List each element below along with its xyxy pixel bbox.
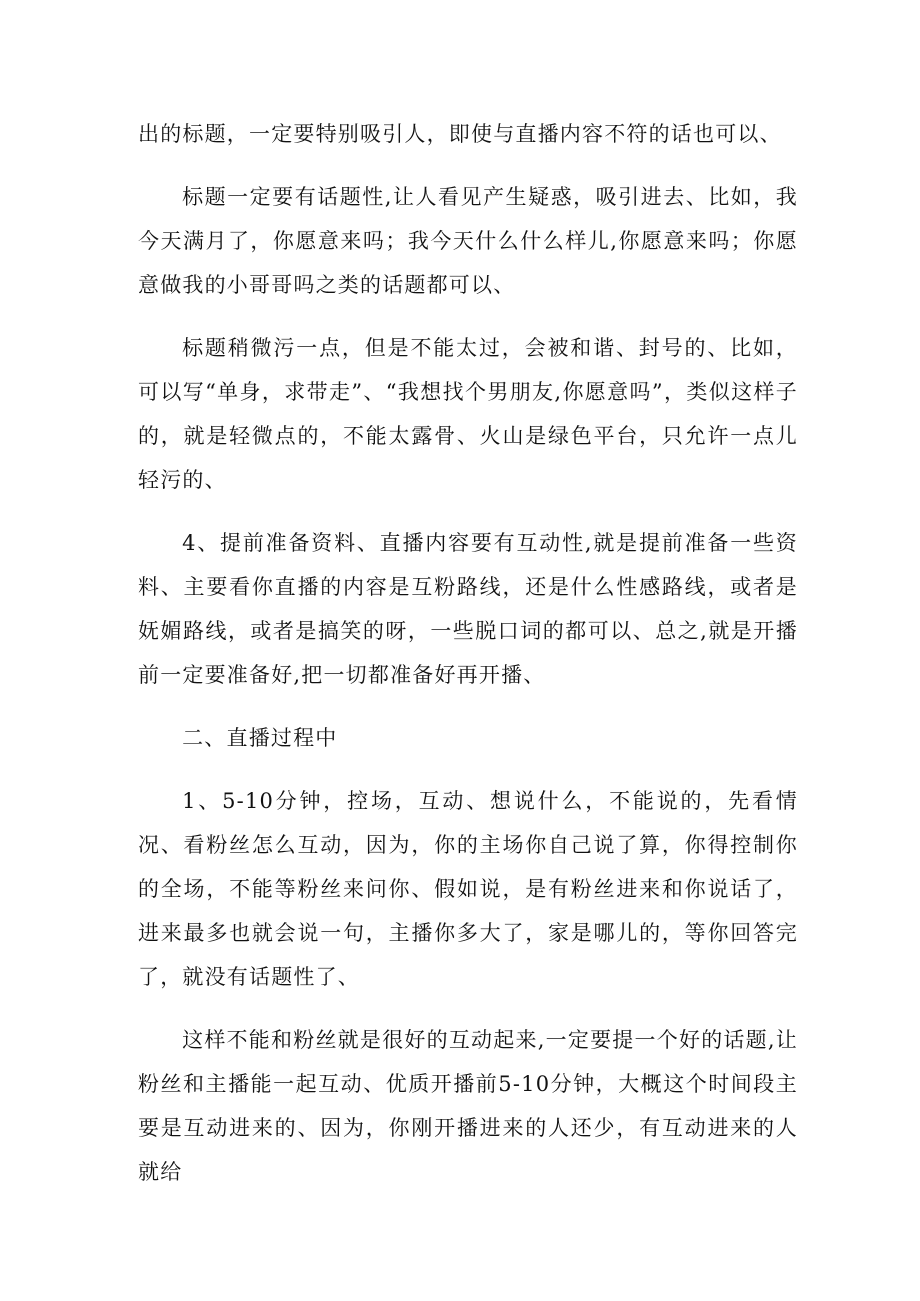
paragraph-first-minutes-control: 1、5-10分钟，控场，互动、想说什么，不能说的，先看情况、看粉丝怎么互动，因为，你的主场你自己说了算，你得控制你的全场，不能等粉丝来问你、假如说，是有粉丝进来和你说话了，进来最多也就会说一句，主播你多大了，家是哪儿的，等你回答完了，就没有话题性了、 [138, 789, 798, 989]
paragraph-title-continuation: 出的标题，一定要特别吸引人，即使与直播内容不符的话也可以、 [138, 122, 782, 146]
paragraph-prepare-materials: 4、提前准备资料、直播内容要有互动性,就是提前准备一些资料、主要看你直播的内容是互粉路线，还是什么性感路线，或者是妩媚路线，或者是搞笑的呀，一些脱口词的都可以、总之,就是开播前一定要准备好,把一切都准备好再开播、 [138, 531, 798, 687]
paragraph-title-slightly-risque: 标题稍微污一点，但是不能太过，会被和谐、封号的、比如，可以写“单身，求带走”、“我想找个男朋友,你愿意吗”，类似这样子的，就是轻微点的，不能太露骨、火山是绿色平台，只允许一点儿轻污的、 [138, 336, 798, 492]
document-body [138, 112, 798, 1213]
paragraph-title-topicality: 标题一定要有话题性,让人看见产生疑惑，吸引进去、比如，我今天满月了，你愿意来吗；我今天什么什么样儿,你愿意来吗；你愿意做我的小哥哥吗之类的话题都可以、 [138, 185, 798, 297]
section-heading-during-live: 二、直播过程中 [182, 726, 338, 750]
paragraph-interaction-topic: 这样不能和粉丝就是很好的互动起来,一定要提一个好的话题,让粉丝和主播能一起互动、优质开播前5-10分钟，大概这个时间段主要是互动进来的、因为，你刚开播进来的人还少，有互动进来的人就给 [138, 1028, 798, 1184]
